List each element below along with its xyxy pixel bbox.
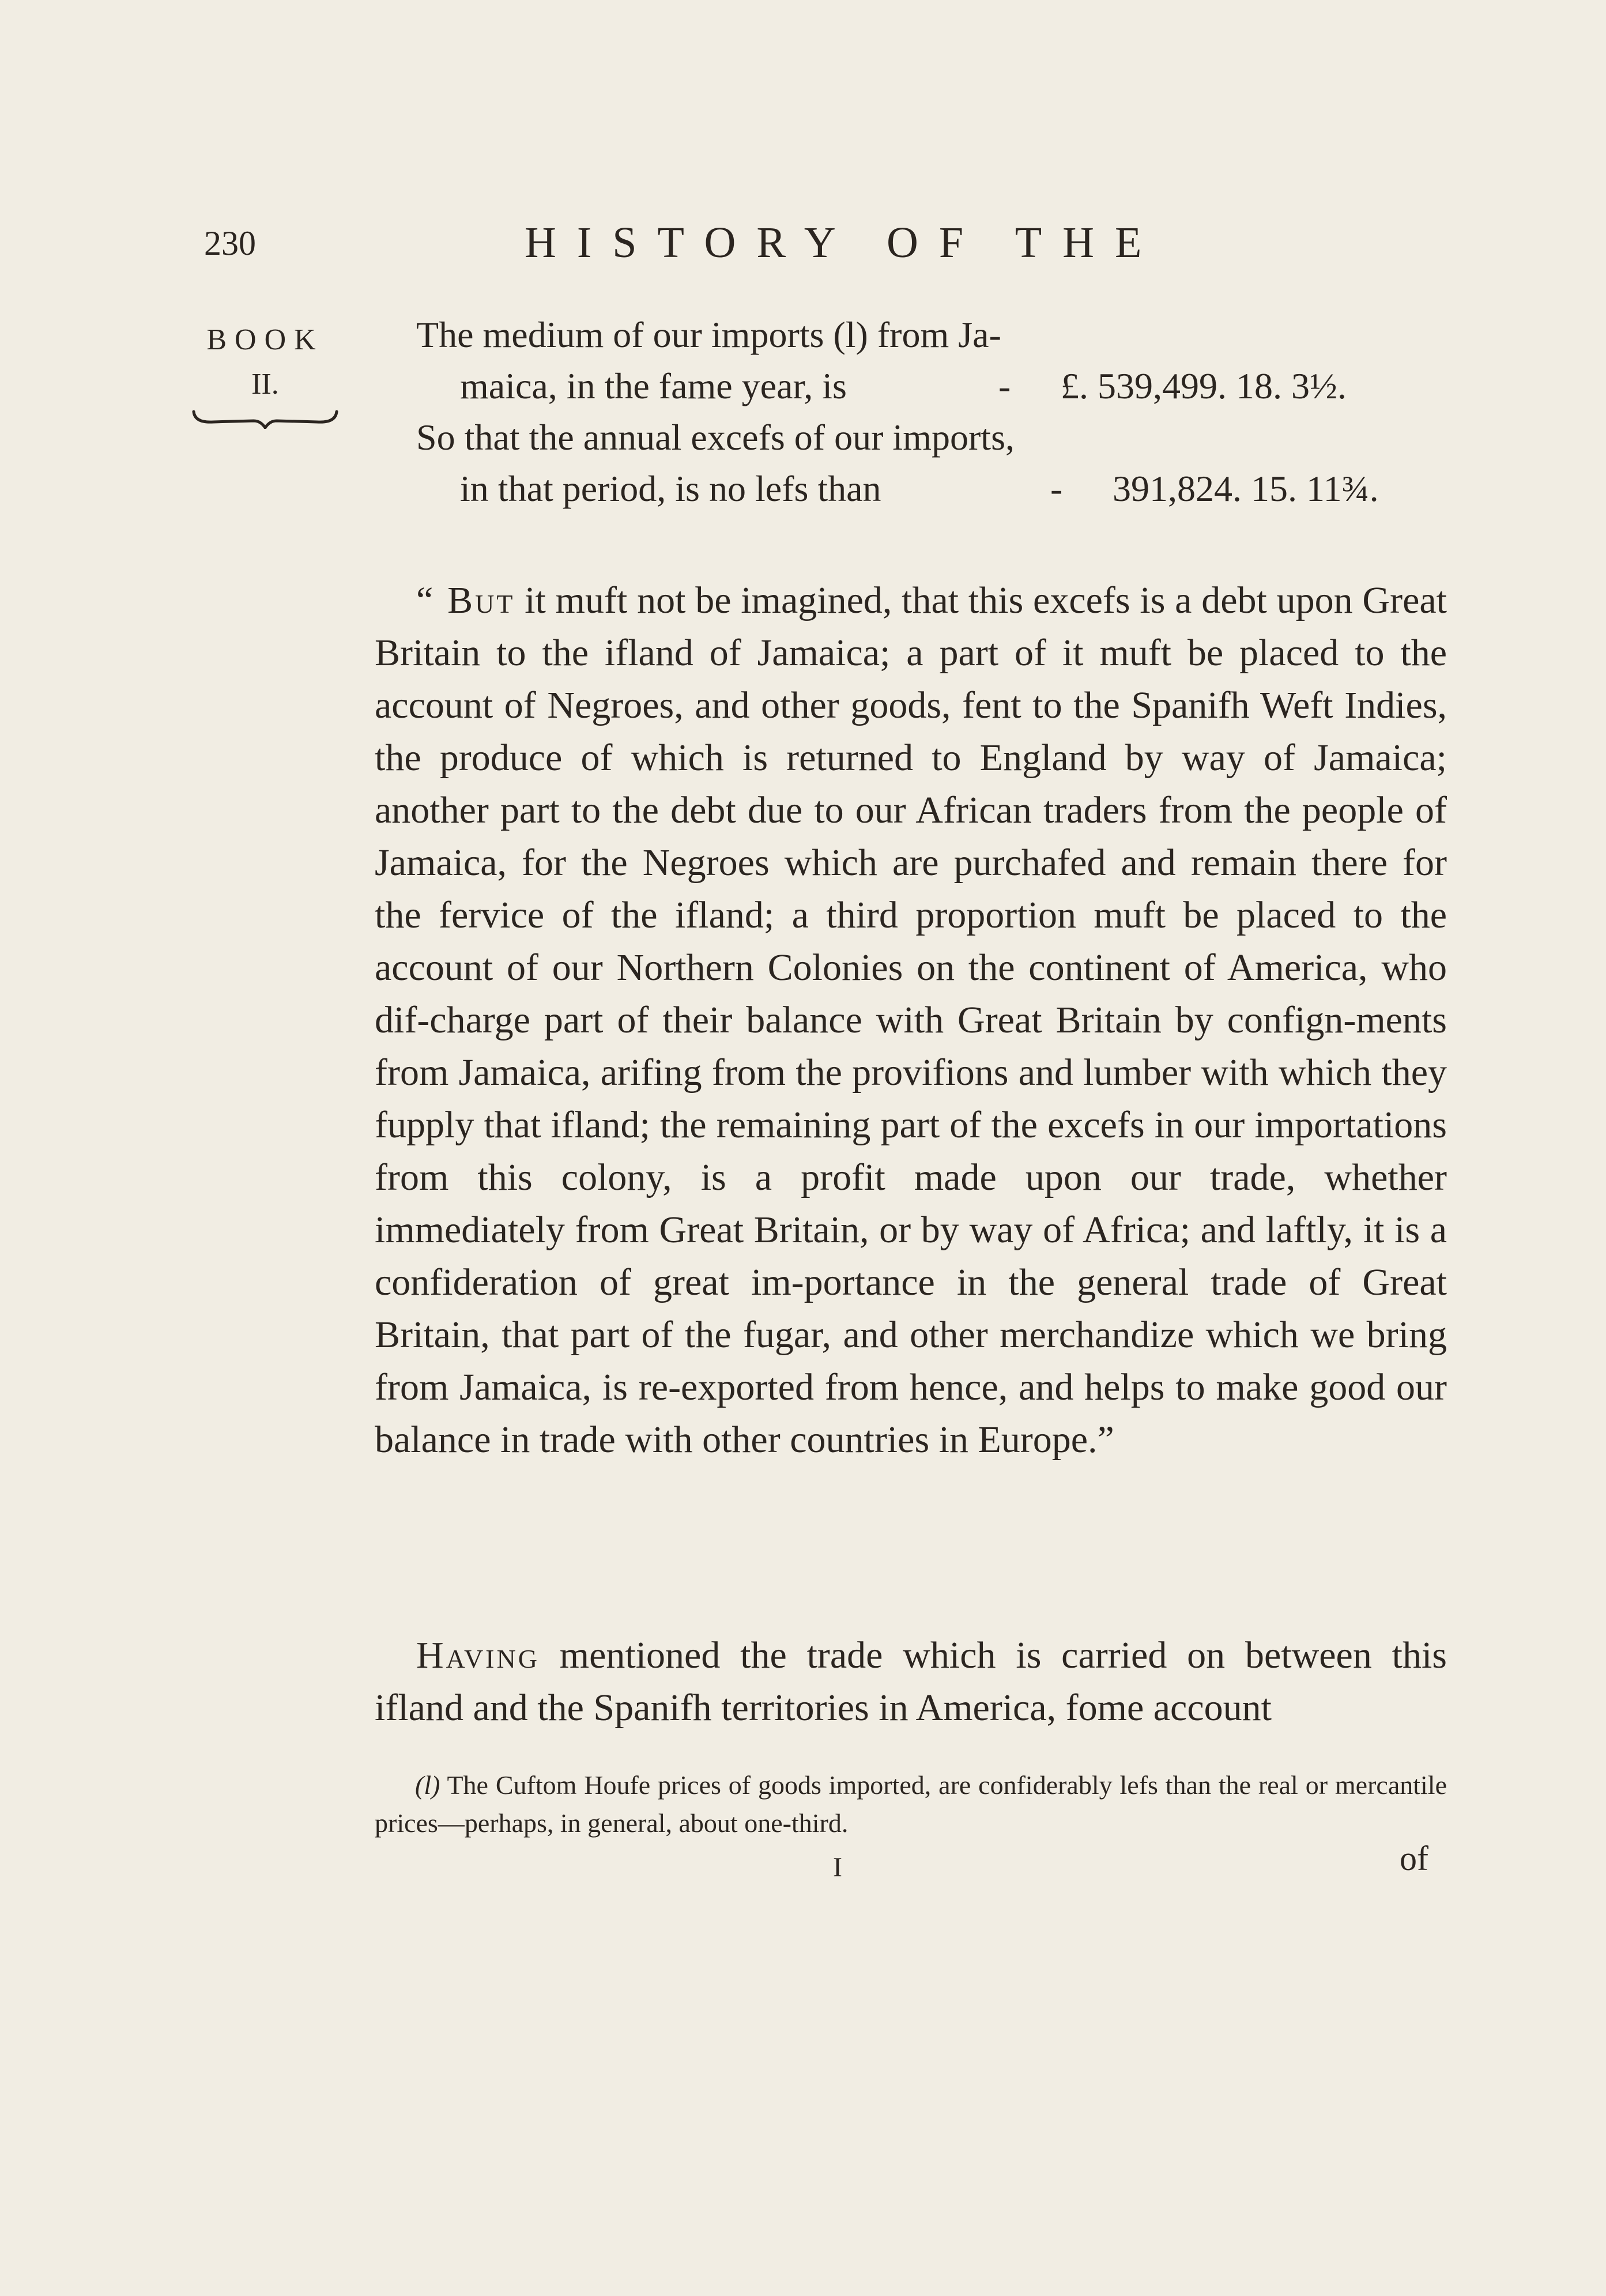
imports-line: maica, in the fame year, is bbox=[460, 365, 847, 406]
sidenote-book: BOOK bbox=[206, 323, 324, 356]
imports-row bbox=[416, 360, 1448, 412]
imports-row bbox=[416, 309, 1448, 360]
footnote-text: The Cuftom Houfe prices of goods imported, are confiderably lefs than the real or mercantile prices—perhaps, in general, about one-third. bbox=[375, 1770, 1447, 1838]
footnote bbox=[375, 1766, 1447, 1842]
sidenote-number: II. bbox=[251, 368, 279, 401]
page-header bbox=[190, 218, 1458, 270]
imports-line: So that the annual excefs of our imports, bbox=[416, 417, 1015, 458]
imports-value: £. 539,499. 18. 3½. bbox=[1061, 365, 1347, 406]
brace-ornament-icon bbox=[190, 406, 340, 429]
paragraph-body: it muft not be imagined, that this excefs is a debt upon Great Britain to the ifland of Jamaica; a part of it muft be placed to the account of Negroes, and other goods, fent to the Spanifh Weft Indies, the produce of which is returned to England by way of Jamaica; another part to the debt due to our African traders from the people of Jamaica, for the Negroes which are purchafed and remain there for the fervice of the ifland; a third proportion muft be placed to the account of our Northern Colonies on the continent of America, who dif-charge part of their balance with Great Britain by confign-ments from Jamaica, arifing from the provifions and lumber with which they fupply that ifland; the remaining part of the excefs in our importations from this colony, is a profit made upon our trade, whether immediately from Great Britain, or by way of Africa; and laftly, it is a confideration of great im-portance in the general trade of Great Britain, that part of the fugar, and other merchandize which we bring from Jamaica, is re-exported from hence, and helps to make good our balance in trade with other countries in Europe.” bbox=[375, 579, 1447, 1461]
paragraph-body: mentioned the trade which is carried on between this ifland and the Spanifh territories in America, fome account bbox=[375, 1634, 1447, 1729]
paragraph-trade bbox=[375, 1629, 1447, 1734]
imports-line: The medium of our imports (l) from Ja- bbox=[416, 314, 1001, 355]
footnote-mark: (l) bbox=[415, 1770, 440, 1800]
leader-dash: - bbox=[1050, 468, 1063, 509]
signature-mark: I bbox=[833, 1852, 842, 1883]
imports-value: 391,824. 15. 11¾. bbox=[1113, 468, 1379, 509]
imports-table bbox=[416, 309, 1448, 514]
imports-row bbox=[416, 412, 1448, 463]
paragraph-lead: “ But bbox=[416, 579, 515, 621]
paragraph-lead: Having bbox=[416, 1634, 540, 1676]
leader-dash: - bbox=[998, 365, 1011, 406]
margin-sidenote bbox=[190, 323, 340, 429]
page-number: 230 bbox=[204, 224, 256, 262]
catchword: of bbox=[1400, 1839, 1428, 1877]
paragraph-quotation bbox=[375, 574, 1447, 1466]
imports-line: in that period, is no lefs than bbox=[460, 468, 881, 509]
running-title: HISTORY OF THE bbox=[525, 218, 1163, 267]
imports-row bbox=[416, 463, 1448, 514]
